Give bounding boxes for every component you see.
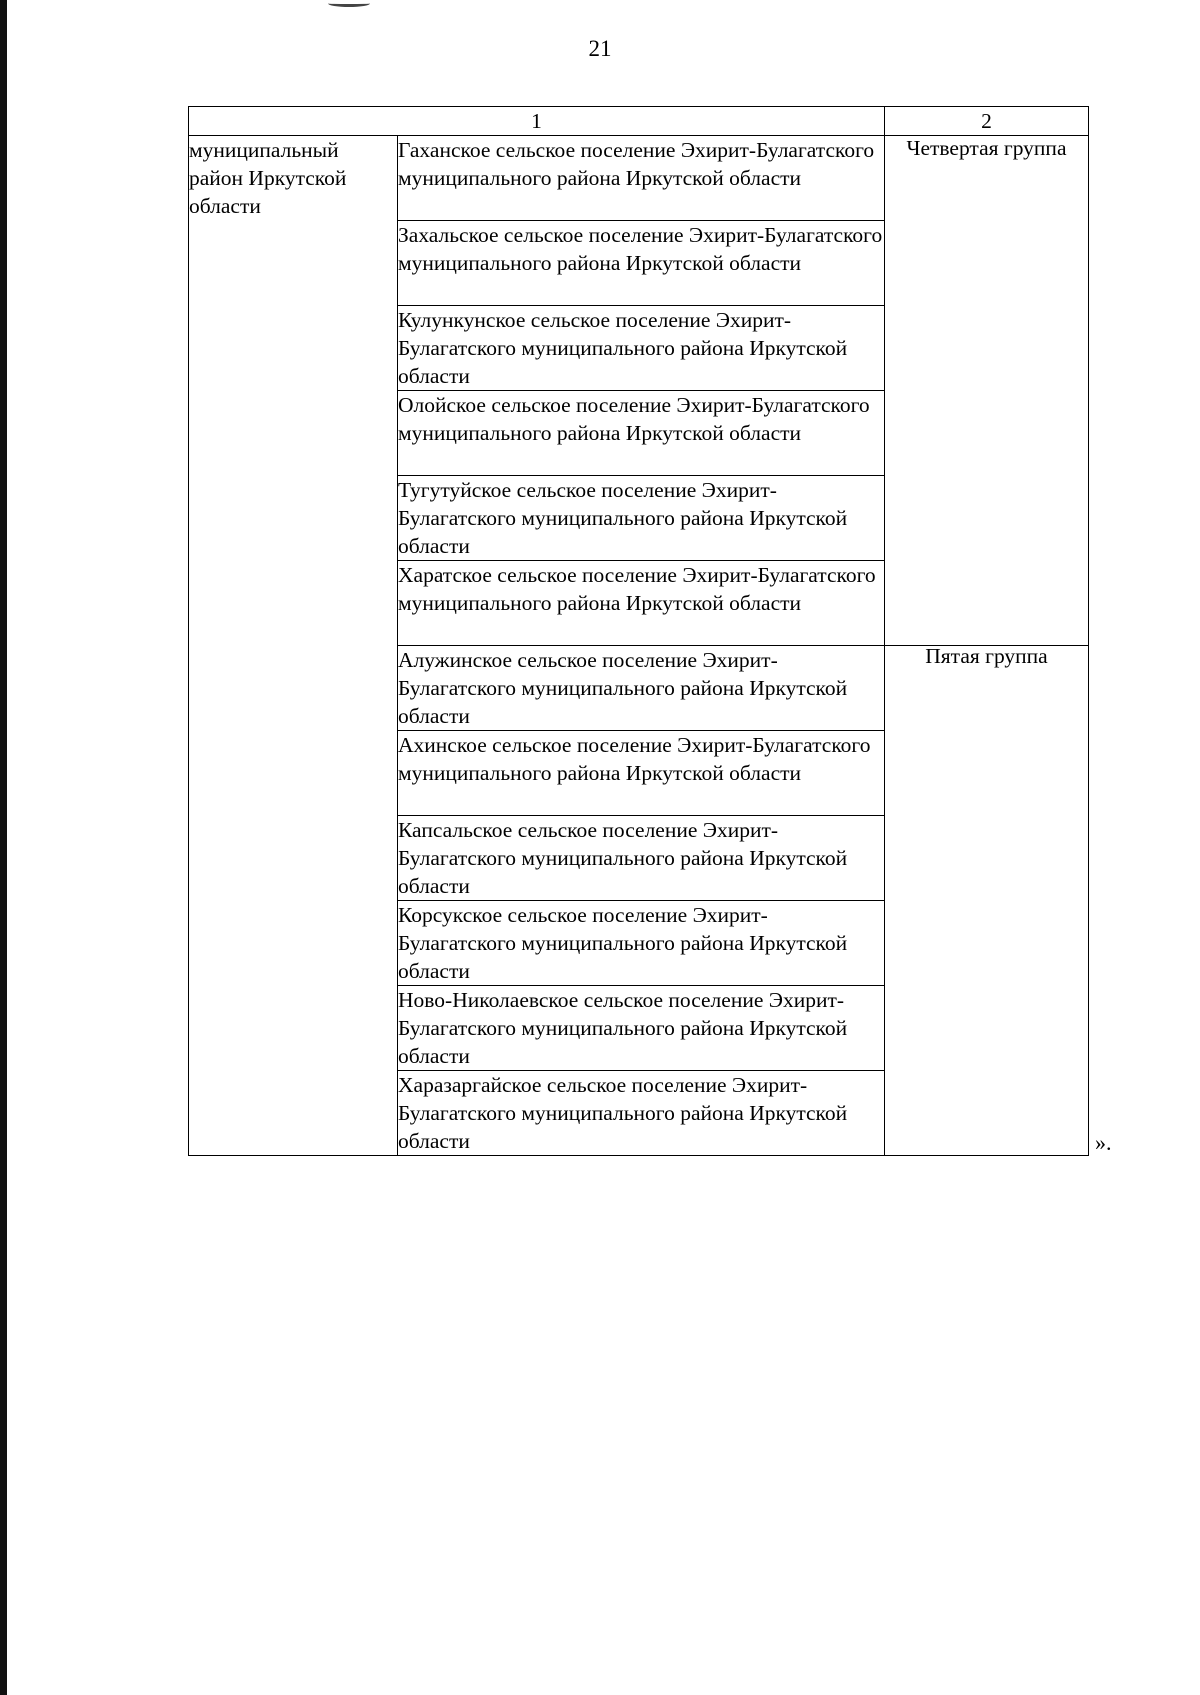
settlement-cell: Кулункунское сельское поселение Эхирит-Булагатского муниципального района Иркутской области <box>398 306 885 391</box>
table-row <box>189 136 1089 221</box>
closing-quote: ». <box>1095 1130 1112 1155</box>
settlement-cell: Алужинское сельское поселение Эхирит-Булагатского муниципального района Иркутской области <box>398 646 885 731</box>
settlement-cell: Ахинское сельское поселение Эхирит-Булагатского муниципального района Иркутской области <box>398 731 885 816</box>
column-header-2: 2 <box>885 107 1089 136</box>
settlement-cell: Ново-Николаевское сельское поселение Эхирит-Булагатского муниципального района Иркутской области <box>398 986 885 1071</box>
settlement-cell: Харазаргайское сельское поселение Эхирит-Булагатского муниципального района Иркутской области <box>398 1071 885 1156</box>
settlement-cell: Гаханское сельское поселение Эхирит-Булагатского муниципального района Иркутской области <box>398 136 885 221</box>
scan-edge-shadow <box>0 0 7 1695</box>
scan-mark <box>328 0 370 7</box>
district-cell: муниципальный район Иркутской области <box>189 136 398 1156</box>
settlement-cell: Тугутуйское сельское поселение Эхирит-Булагатского муниципального района Иркутской области <box>398 476 885 561</box>
settlement-cell: Захальское сельское поселение Эхирит-Булагатского муниципального района Иркутской области <box>398 221 885 306</box>
column-header-1: 1 <box>189 107 885 136</box>
page-number: 21 <box>588 36 612 61</box>
group-cell-fifth <box>885 646 1089 1156</box>
settlement-cell: Капсальское сельское поселение Эхирит-Булагатского муниципального района Иркутской области <box>398 816 885 901</box>
table-header-row <box>189 107 1089 136</box>
settlement-cell: Корсукское сельское поселение Эхирит-Булагатского муниципального района Иркутской области <box>398 901 885 986</box>
group-cell-fourth <box>885 136 1089 646</box>
group-label: Пятая группа <box>925 644 1048 668</box>
group-label: Четвертая группа <box>906 136 1067 160</box>
settlement-groups-table <box>188 106 1089 1156</box>
settlement-cell: Олойское сельское поселение Эхирит-Булагатского муниципального района Иркутской области <box>398 391 885 476</box>
settlement-cell: Харатское сельское поселение Эхирит-Булагатского муниципального района Иркутской области <box>398 561 885 646</box>
